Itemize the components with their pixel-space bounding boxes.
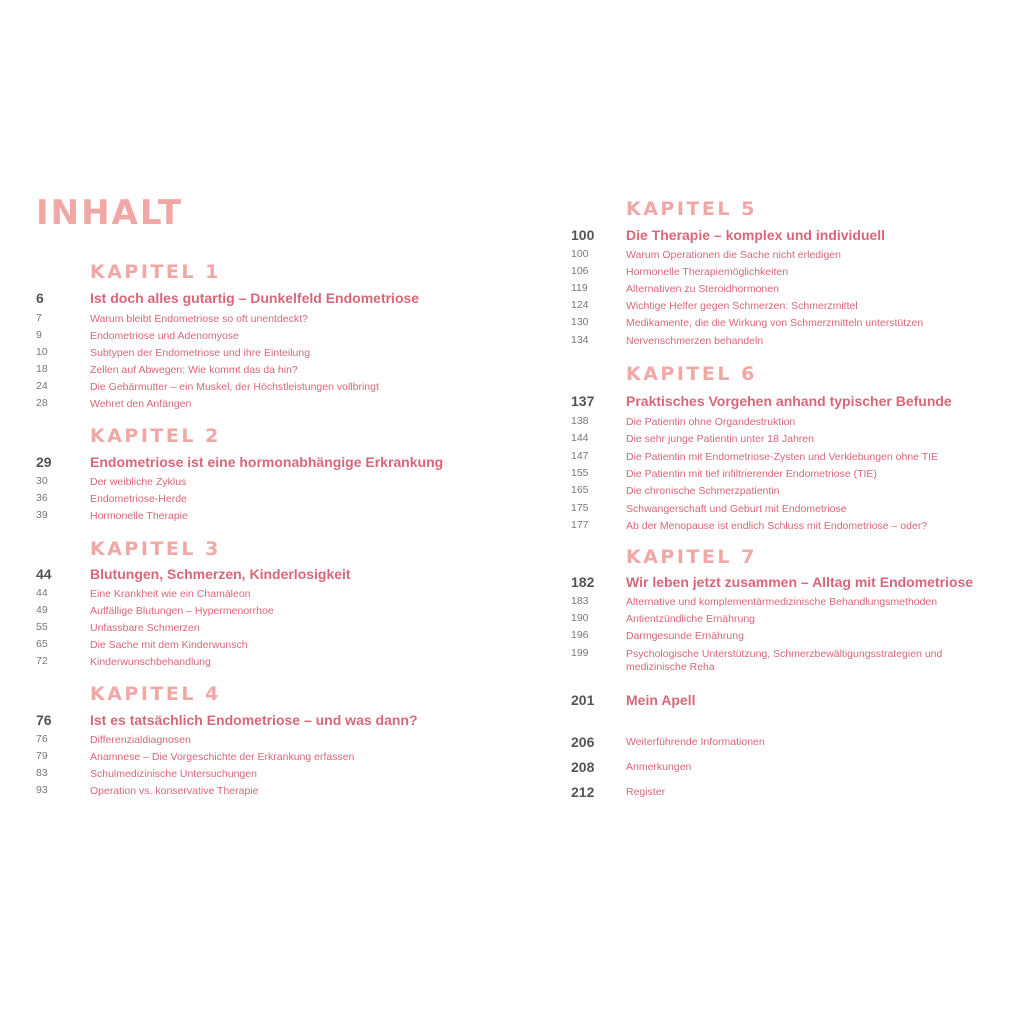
chapter-title[interactable]: Ist es tatsächlich Endometriose – und was dann? — [90, 712, 418, 728]
chapter-title[interactable]: Wir leben jetzt zusammen – Alltag mit Endometriose — [626, 574, 974, 590]
section-page-number: 119 — [571, 282, 588, 294]
section-page-number: 93 — [36, 784, 48, 796]
chapter-heading: KAPITEL 2 — [90, 425, 221, 447]
section-page-number: 36 — [36, 492, 48, 504]
section-page-number: 65 — [36, 638, 48, 650]
section-page-number: 199 — [571, 647, 589, 659]
section-title[interactable]: Die Patientin mit tief infiltrierender Endometriose (TIE) — [626, 468, 877, 480]
section-title[interactable]: Die chronische Schmerzpatientin — [626, 485, 780, 497]
section-title[interactable]: Unfassbare Schmerzen — [90, 622, 200, 634]
appendix-page-number: 212 — [571, 784, 595, 800]
chapter-heading: KAPITEL 7 — [626, 546, 757, 568]
section-page-number: 76 — [36, 733, 48, 745]
page-title: INHALT — [36, 193, 184, 233]
section-title[interactable]: Hormonelle Therapie — [90, 510, 188, 522]
section-title[interactable]: Hormonelle Therapiemöglichkeiten — [626, 266, 789, 278]
section-page-number: 72 — [36, 655, 48, 667]
section-page-number: 155 — [571, 467, 589, 479]
chapter-title[interactable]: Die Therapie – komplex und individuell — [626, 227, 886, 243]
section-page-number: 44 — [36, 587, 48, 599]
section-title[interactable]: Zellen auf Abwegen: Wie kommt das da hin? — [90, 364, 298, 376]
section-title[interactable]: Antientzündliche Ernährung — [626, 613, 756, 625]
section-title[interactable]: Kinderwunschbehandlung — [90, 656, 211, 668]
section-title[interactable]: Schwangerschaft und Geburt mit Endometriose — [626, 503, 847, 515]
section-title[interactable]: Die sehr junge Patientin unter 18 Jahren — [626, 433, 814, 445]
section-title[interactable]: Medikamente, die die Wirkung von Schmerzmitteln unterstützen — [626, 317, 924, 329]
section-title[interactable]: Die Sache mit dem Kinderwunsch — [90, 639, 248, 651]
section-title[interactable]: Darmgesunde Ernährung — [626, 630, 744, 642]
section-page-number: 55 — [36, 621, 48, 633]
section-title[interactable]: Schulmedizinische Untersuchungen — [90, 768, 257, 780]
section-title[interactable]: Differenzialdiagnosen — [90, 734, 191, 746]
section-page-number: 177 — [571, 519, 589, 531]
section-title[interactable]: Die Gebärmutter – ein Muskel, der Höchstleistungen vollbringt — [90, 381, 379, 393]
chapter-page-number: 100 — [571, 227, 595, 243]
section-title[interactable]: Wichtige Helfer gegen Schmerzen: Schmerzmittel — [626, 300, 858, 312]
section-page-number: 30 — [36, 475, 48, 487]
chapter-heading: KAPITEL 3 — [90, 538, 221, 560]
chapter-page-number: 44 — [36, 566, 52, 582]
section-page-number: 196 — [571, 629, 589, 641]
section-title[interactable]: Die Patientin ohne Organdestruktion — [626, 416, 796, 428]
section-title[interactable]: Nervenschmerzen behandeln — [626, 335, 764, 347]
section-page-number: 18 — [36, 363, 48, 375]
section-page-number: 106 — [571, 265, 589, 277]
appendix-page-number: 208 — [571, 759, 595, 775]
section-page-number: 79 — [36, 750, 48, 762]
appendix-title[interactable]: Weiterführende Informationen — [626, 736, 765, 748]
section-title[interactable]: Eine Krankheit wie ein Chamäleon — [90, 588, 251, 600]
chapter-page-number: 182 — [571, 574, 595, 590]
appendix-title[interactable]: Mein Apell — [626, 692, 696, 708]
section-title[interactable]: Subtypen der Endometriose und ihre Einteilung — [90, 347, 311, 359]
section-page-number: 7 — [36, 312, 42, 324]
chapter-page-number: 137 — [571, 393, 595, 409]
section-page-number: 9 — [36, 329, 42, 341]
section-title[interactable]: Psychologische Unterstützung, Schmerzbewältigungsstrategien und medizinische Reha — [626, 648, 943, 673]
chapter-heading: KAPITEL 4 — [90, 683, 221, 705]
appendix-title[interactable]: Anmerkungen — [626, 761, 692, 773]
section-title[interactable]: Endometriose und Adenomyose — [90, 330, 239, 342]
section-title[interactable]: Alternative und komplementärmedizinische Behandlungsmethoden — [626, 596, 938, 608]
section-page-number: 175 — [571, 502, 589, 514]
chapter-title[interactable]: Blutungen, Schmerzen, Kinderlosigkeit — [90, 566, 351, 582]
section-title[interactable]: Der weibliche Zyklus — [90, 476, 187, 488]
section-page-number: 39 — [36, 509, 48, 521]
chapter-page-number: 6 — [36, 290, 44, 306]
chapter-heading: KAPITEL 1 — [90, 261, 221, 283]
chapter-title[interactable]: Ist doch alles gutartig – Dunkelfeld Endometriose — [90, 290, 420, 306]
section-page-number: 130 — [571, 316, 589, 328]
section-page-number: 144 — [571, 432, 589, 444]
section-title[interactable]: Endometriose-Herde — [90, 493, 187, 505]
section-title[interactable]: Die Patientin mit Endometriose-Zysten und Verklebungen ohne TIE — [626, 451, 939, 463]
chapter-heading: KAPITEL 6 — [626, 363, 757, 385]
section-page-number: 49 — [36, 604, 48, 616]
section-title[interactable]: Alternativen zu Steroidhormonen — [626, 283, 779, 295]
section-title[interactable]: Anamnese – Die Vorgeschichte der Erkrankung erfassen — [90, 751, 355, 763]
chapter-title[interactable]: Endometriose ist eine hormonabhängige Erkrankung — [90, 454, 444, 470]
section-page-number: 124 — [571, 299, 589, 311]
section-title[interactable]: Operation vs. konservative Therapie — [90, 785, 259, 797]
section-title[interactable]: Wehret den Anfängen — [90, 398, 192, 410]
section-title[interactable]: Ab der Menopause ist endlich Schluss mit Endometriose – oder? — [626, 520, 928, 532]
section-title[interactable]: Warum bleibt Endometriose so oft unentdeckt? — [90, 313, 308, 325]
section-page-number: 10 — [36, 346, 48, 358]
section-page-number: 147 — [571, 450, 589, 462]
section-title[interactable]: Warum Operationen die Sache nicht erledigen — [626, 249, 841, 261]
section-page-number: 165 — [571, 484, 589, 496]
section-page-number: 134 — [571, 334, 589, 346]
chapter-page-number: 76 — [36, 712, 52, 728]
section-page-number: 138 — [571, 415, 589, 427]
chapter-page-number: 29 — [36, 454, 52, 470]
section-page-number: 24 — [36, 380, 48, 392]
section-page-number: 28 — [36, 397, 48, 409]
section-page-number: 183 — [571, 595, 589, 607]
appendix-title[interactable]: Register — [626, 786, 666, 798]
section-page-number: 83 — [36, 767, 48, 779]
section-title[interactable]: Auffällige Blutungen – Hypermenorrhoe — [90, 605, 274, 617]
chapter-heading: KAPITEL 5 — [626, 198, 757, 220]
section-page-number: 190 — [571, 612, 589, 624]
section-page-number: 100 — [571, 248, 589, 260]
appendix-page-number: 201 — [571, 692, 595, 708]
appendix-page-number: 206 — [571, 734, 595, 750]
chapter-title[interactable]: Praktisches Vorgehen anhand typischer Befunde — [626, 393, 952, 409]
